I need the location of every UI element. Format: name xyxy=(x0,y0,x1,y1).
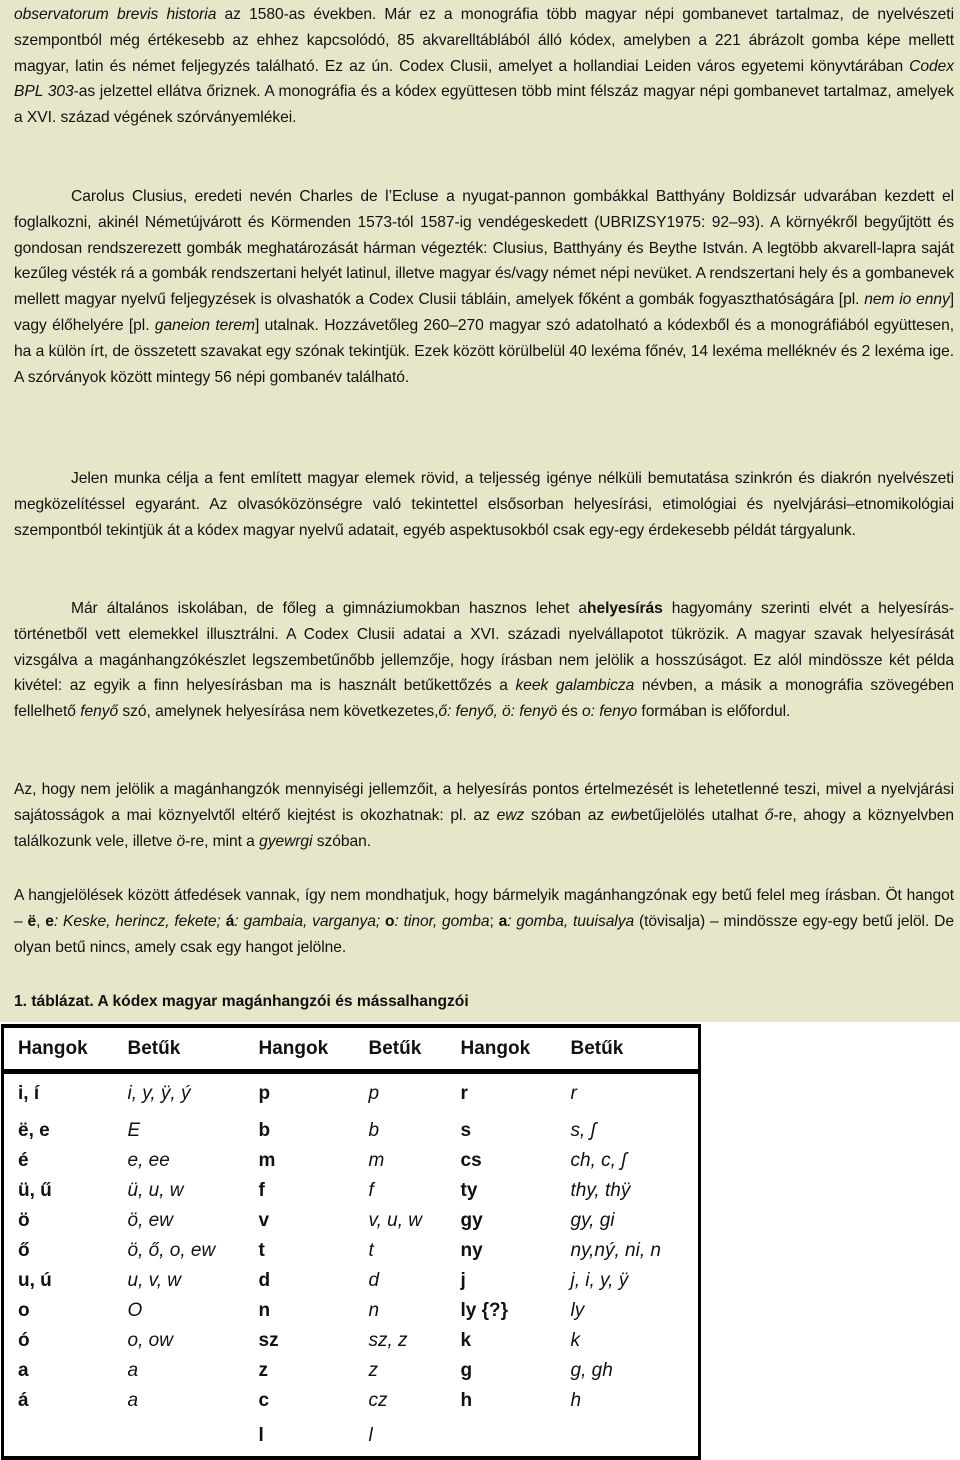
table-row xyxy=(3,1416,700,1458)
table-header-cell: Hangok xyxy=(447,1026,557,1072)
text-run: A hangjelölések között átfedések vannak, így nem mondhatjuk, hogy bármelyik magánhangzónak egy betű felel meg írásban. Öt hangot – xyxy=(14,887,954,930)
sound-cell: c xyxy=(258,1390,270,1411)
text-run: Az, hogy nem jelölik a magánhangzók mennyiségi jellemzőit, a helyesírás pontos értelmezését is lehetetlenné teszi, mivel a nyelvjárási sajátosságok a mai köznyelvtől eltérő kiejtést is okozhatnak: pl. az xyxy=(14,781,954,824)
text-run: Jelen munka célja a fent említett magyar elemek rövid, a teljesség igénye nélküli bemutatása szinkrón és diakrón nyelvészeti megközelítéssel egyaránt. Az olvasóközönségre való tekintettel elsősorban helyesírási, etimológiai és nyelvjárási–etnomikológiai szempontból tekintjük át a kódex magyar nyelvű adatait, egyéb aspektusokból csak egy-egy érdekesebb példát tárgyalunk. xyxy=(14,470,954,539)
letters-cell: ly xyxy=(557,1296,700,1326)
letters-cell: ö, ew xyxy=(127,1210,173,1231)
letters-cell: ny,ný, ni, n xyxy=(557,1236,700,1266)
sound-cell: ny xyxy=(460,1240,483,1261)
table-row xyxy=(3,1176,700,1206)
table-header-cell: Betűk xyxy=(557,1026,700,1072)
letters-cell: ü, u, w xyxy=(127,1180,184,1201)
sound-cell: ő xyxy=(3,1236,114,1266)
table-row xyxy=(3,1116,700,1146)
paragraph-vowel-length xyxy=(14,777,954,854)
table-row xyxy=(3,1326,700,1356)
paragraph-aim xyxy=(14,466,954,543)
table-row xyxy=(3,1206,700,1236)
text-run: hagyomány szerinti elvét a helyesírás-történetből vett elemekkel illusztrálni. A Codex Clusii adatai a XVI. századi nyelvállapotot tükrözik. A magyar szavak helyesírását vizsgálva a magánhangzókészlet legszembetűnőbb jellemzője, hogy írásban nem jelölik a hosszúságot. Ez alól mindössze két példa kivétel: az egyik a finn helyesírásban ma is használt betűkettőzés a xyxy=(14,600,954,695)
text-run: : gambaia, varganya; xyxy=(234,912,381,930)
letters-cell: t xyxy=(368,1240,374,1261)
table-row xyxy=(3,1296,700,1326)
letters-cell: m xyxy=(368,1150,385,1171)
text-run: (tövisalja) – mindössze egy-egy betű jelöl. De olyan betű nincs, amely csak egy hangot jelölne. xyxy=(14,912,954,956)
letters-cell: d xyxy=(368,1270,380,1291)
letters-cell: a xyxy=(127,1390,139,1411)
table-header-row xyxy=(3,1026,700,1072)
text-run: ] vagy élőhelyére [pl. xyxy=(14,291,954,334)
sound-cell: ly {?} xyxy=(460,1300,509,1321)
sound-cell: o xyxy=(3,1296,114,1326)
text-run: o xyxy=(385,912,395,930)
text-run: : Keske, herincz, fekete; xyxy=(53,912,221,930)
table-caption: 1. táblázat. A kódex magyar magánhangzói és mássalhangzói xyxy=(14,993,469,1010)
sound-cell: z xyxy=(258,1360,268,1381)
text-run: ; xyxy=(489,912,499,930)
sound-cell: sz xyxy=(258,1330,279,1351)
table-row xyxy=(3,1386,700,1416)
sound-cell: b xyxy=(258,1120,271,1141)
paragraph-orthography xyxy=(14,596,954,725)
letters-cell: s, ʃ xyxy=(557,1116,700,1146)
text-run: Codex BPL 303 xyxy=(14,57,954,101)
text-run: helyesírás xyxy=(586,600,663,617)
sound-cell: d xyxy=(258,1270,271,1291)
text-run: : tinor, gomba xyxy=(394,912,490,930)
table-header-cell: Hangok xyxy=(245,1026,355,1072)
letters-cell: g, gh xyxy=(557,1356,700,1386)
text-run: Már általános iskolában, de főleg a gimnáziumokban hasznos lehet a xyxy=(71,600,587,617)
table-row xyxy=(3,1236,700,1266)
text-run: ë xyxy=(27,912,37,930)
sound-cell: r xyxy=(460,1083,468,1104)
sound-cell: s xyxy=(460,1120,472,1141)
paragraph-sound-overlap xyxy=(14,883,954,960)
sound-cell: á xyxy=(3,1386,114,1416)
table-row xyxy=(3,1266,700,1296)
letters-cell: sz, z xyxy=(368,1330,408,1351)
sound-cell: l xyxy=(245,1416,355,1458)
sound-cell: i, í xyxy=(3,1072,114,1117)
sound-cell: v xyxy=(258,1210,270,1231)
table-row xyxy=(3,1146,700,1176)
paragraph-monograph-codex xyxy=(14,2,954,131)
letters-cell: v, u, w xyxy=(368,1210,422,1231)
text-run: -re, ahogy a köznyelvben találkozunk vele, illetve xyxy=(14,806,954,850)
sound-cell xyxy=(447,1416,557,1458)
letters-cell: l xyxy=(355,1416,447,1458)
sound-cell: a xyxy=(3,1356,114,1386)
text-run: szó, amelynek helyesírása nem következetes, xyxy=(118,703,439,721)
letters-cell: p xyxy=(368,1083,380,1104)
letters-cell: thy, thÿ xyxy=(557,1176,700,1206)
text-run: fenyő xyxy=(80,703,119,721)
letters-cell: u, v, w xyxy=(127,1270,181,1291)
letters-cell: E xyxy=(127,1120,141,1141)
sound-cell: ë, e xyxy=(3,1116,114,1146)
sound-cell: n xyxy=(258,1300,271,1321)
text-run: keek galambicza xyxy=(515,677,635,695)
text-run: -as jelzettel ellátva őriznek. A monográfia és a kódex együttesen több mint félszáz magyar népi gombanevet tartalmaz, amelyek a XVI. század végének szórványemlékei. xyxy=(14,83,954,127)
sound-cell: ü, ű xyxy=(3,1176,114,1206)
text-run: gyewrgi xyxy=(259,832,313,850)
text-run: ew xyxy=(610,806,631,824)
sound-cell: g xyxy=(460,1360,473,1381)
text-run: a xyxy=(498,912,508,930)
text-run: szóban. xyxy=(312,832,372,850)
letters-cell xyxy=(114,1416,245,1458)
sound-cell: j xyxy=(460,1270,466,1291)
sound-cell: p xyxy=(258,1083,271,1104)
sound-cell: cs xyxy=(460,1150,482,1171)
letters-cell: z xyxy=(368,1360,378,1381)
letters-cell: ch, c, ʃ xyxy=(557,1146,700,1176)
letters-cell: cz xyxy=(368,1390,388,1411)
text-run: o: fenyo xyxy=(582,703,638,721)
text-run: -re, mint a xyxy=(185,832,260,850)
table-header-cell: Betűk xyxy=(114,1026,245,1072)
letters-cell: j, i, y, ÿ xyxy=(557,1266,700,1296)
letters-cell: b xyxy=(368,1120,380,1141)
letters-cell: o, ow xyxy=(127,1330,173,1351)
text-run: á xyxy=(225,912,235,930)
text-run: e xyxy=(45,912,54,930)
letters-cell: k xyxy=(557,1326,700,1356)
letters-cell: gy, gi xyxy=(557,1206,700,1236)
text-run: szóban az xyxy=(524,806,611,824)
text-run: ewz xyxy=(496,806,525,824)
letters-cell: n xyxy=(368,1300,380,1321)
sound-cell: k xyxy=(460,1330,472,1351)
sound-cell: ö xyxy=(3,1206,114,1236)
table-row xyxy=(3,1356,700,1386)
letters-cell: r xyxy=(557,1072,700,1117)
text-run: ganeion terem xyxy=(154,316,255,334)
text-run: ] utalnak. Hozzávetőleg 260–270 magyar szó adatolható a kódexből és a monográfiából együttesen, ha a külön írt, de összetett szavakat egy szónak tekintjük. Ezek között körülbelül 40 lexéma főnév, 14 lexéma melléknév és 2 lexéma ige. A szórványok között mintegy 56 népi gombanév található. xyxy=(14,316,954,386)
sound-cell: é xyxy=(3,1146,114,1176)
table-row xyxy=(3,1072,700,1117)
sound-cell: m xyxy=(258,1150,276,1171)
text-run: : gomba, tuuisalya xyxy=(507,912,635,930)
text-run: ő xyxy=(764,806,774,824)
sound-cell: t xyxy=(258,1240,265,1261)
letters-cell: f xyxy=(368,1180,374,1201)
text-run: betűjelölés utalhat xyxy=(630,806,765,824)
text-run: az 1580-as években. Már ez a monográfia több magyar népi gombanevet tartalmaz, de nyelvészeti szempontból még értékesebb az ehhez kapcsolódó, 85 akvarelltáblából álló kódex, amelyben a 221 ábrázolt gomba képe mellett magyar, latin és német feljegyzés található. Ez az ún. Codex Clusii, amelyet a hollandiai Leiden város egyetemi könyvtárában xyxy=(14,6,954,75)
sound-cell: u, ú xyxy=(3,1266,114,1296)
letters-cell: i, y, ÿ, ý xyxy=(127,1083,191,1104)
paragraph-clusius xyxy=(14,184,954,390)
text-run: ő: fenyő, ö: fenyö xyxy=(438,703,558,721)
sound-cell: ó xyxy=(3,1326,114,1356)
letters-cell: ö, ő, o, ew xyxy=(127,1240,216,1261)
text-run: ö xyxy=(176,832,186,850)
sound-cell: gy xyxy=(460,1210,483,1231)
text-run: observatorum brevis historia xyxy=(14,6,217,23)
text-run: formában is előfordul. xyxy=(637,703,791,721)
table-header-cell: Betűk xyxy=(355,1026,447,1072)
table-header-cell: Hangok xyxy=(3,1026,114,1072)
letters-cell: e, ee xyxy=(127,1150,170,1171)
vowel-consonant-table xyxy=(1,1024,701,1460)
text-run: Carolus Clusius, eredeti nevén Charles de l’Ecluse a nyugat-pannon gombákkal Batthyány Boldizsár udvarában kezdett el foglalkozni, akinél Németújvárott és Körmenden 1573-tól 1587-ig vendégeskedett (UBRIZSY1975: 92–93). A környékről begyűjtött és gondosan rendszerezett gombák meghatározását hárman végezték: Clusius, Batthyány és Beythe István. A legtöbb akvarell-lapra saját kezűleg vésték rá a gombák rendszertani helyét latinul, illetve magyar és/vagy német népi nevüket. A rendszertani hely és a gombanevek mellett magyar nyelvű feljegyzések is olvashatók a Codex Clusii tábláin, amelyek főként a gombák fogyaszthatóságára [pl. xyxy=(14,188,954,309)
text-run: névben, a másik a monográfia szövegében fellelhető xyxy=(14,677,954,721)
text-run: nem io enny xyxy=(864,291,950,309)
sound-cell xyxy=(3,1416,114,1458)
text-run: és xyxy=(557,703,583,721)
text-run: , xyxy=(36,912,46,930)
letters-cell xyxy=(557,1416,700,1458)
sound-cell: h xyxy=(460,1390,473,1411)
letters-cell: O xyxy=(127,1300,143,1321)
sound-cell: f xyxy=(258,1180,265,1201)
letters-cell: h xyxy=(557,1386,700,1416)
letters-cell: a xyxy=(127,1360,139,1381)
sound-cell: ty xyxy=(460,1180,478,1201)
